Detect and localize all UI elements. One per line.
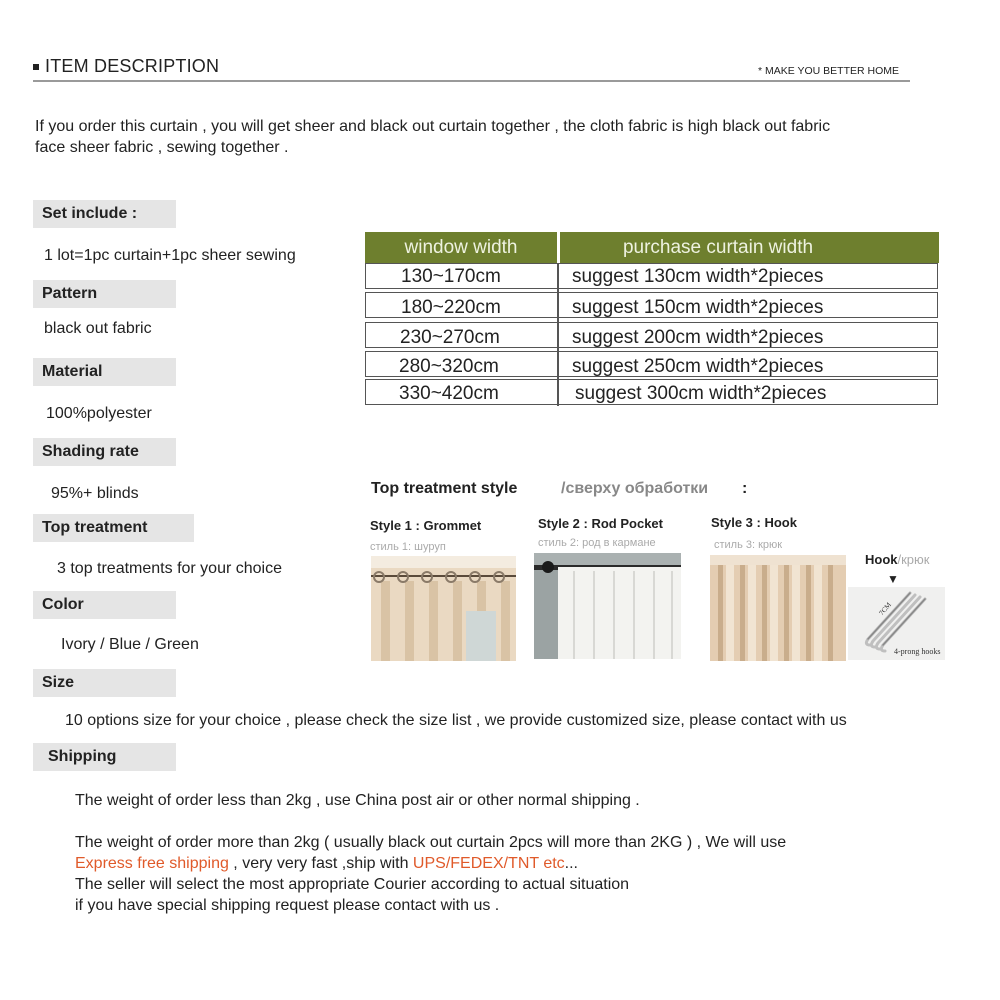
arrow-down-icon: ▼ [887,572,899,586]
cell-window-width: 130~170cm [401,266,501,287]
value-top-treatment: 3 top treatments for your choice [57,560,282,577]
value-set-include: 1 lot=1pc curtain+1pc sheer sewing [44,247,296,264]
value-pattern: black out fabric [44,320,152,337]
label-material: Material [33,358,176,386]
hook-label-ru: /крюк [897,552,930,567]
label-color: Color [33,591,176,619]
hook-dimension: 7CM [877,600,893,618]
label-shipping: Shipping [33,743,176,771]
label-top-treatment: Top treatment [33,514,194,542]
shipping-paragraph-2 [75,832,786,916]
intro-text [35,116,935,158]
value-size: 10 options size for your choice , please check the size list , we provide customized size, please contact with us [65,712,847,729]
header-purchase-width: purchase curtain width [622,237,814,258]
cell-curtain-width: suggest 250cm width*2pieces [572,356,824,377]
hook-caption: 4-prong hooks [894,647,941,656]
hook-label [865,552,929,567]
style-1-name-ru: стиль 1: шуруп [370,541,446,553]
label-shading-rate: Shading rate [33,438,176,466]
express-shipping-highlight: Express free shipping [75,855,229,872]
hook-label-en: Hook [865,552,898,567]
value-color: Ivory / Blue / Green [61,636,199,653]
shipping-line-2 [75,853,786,874]
shipping-line-1: The weight of order more than 2kg ( usually black out curtain 2pcs will more than 2KG ) , We will use [75,834,787,851]
header-divider [33,80,910,82]
treatment-colon: : [742,480,748,497]
style-3-name: Style 3 : Hook [711,515,797,530]
cell-window-width: 180~220cm [401,297,501,318]
value-material: 100%polyester [46,405,152,422]
shipping-line-3: The seller will select the most appropriate Courier according to actual situation [75,876,630,893]
shipping-ellipsis: ... [564,855,578,872]
style-1-name: Style 1 : Grommet [370,518,482,533]
style-3-name-ru: стиль 3: крюк [714,539,783,551]
treatment-title: Top treatment style [371,480,518,497]
value-shading-rate: 95%+ blinds [51,485,139,502]
label-set-include: Set include : [33,200,176,228]
treatment-title-ru: /сверху обработки [561,480,709,497]
cell-curtain-width: suggest 200cm width*2pieces [572,327,824,348]
label-pattern: Pattern [33,280,176,308]
cell-curtain-width: suggest 150cm width*2pieces [572,297,824,318]
tagline: * MAKE YOU BETTER HOME [758,65,899,77]
rod-pocket-curtain-image [534,553,681,659]
title-bullet [33,64,39,70]
hook-detail-image [848,587,945,660]
intro-line-1: If you order this curtain , you will get sheer and black out curtain together , the cloth fabric is high black out fabric [35,118,831,135]
page-title: ITEM DESCRIPTION [45,56,220,76]
cell-curtain-width: suggest 300cm width*2pieces [575,383,827,404]
cell-window-width: 330~420cm [399,383,499,404]
header-window-width: window width [404,237,518,258]
cell-window-width: 280~320cm [399,356,499,377]
hook-curtain-image [710,555,846,661]
intro-line-2: face sheer fabric , sewing together . [35,139,289,156]
shipping-mid-text: , very very fast ,ship with [228,855,413,872]
couriers-highlight: UPS/FEDEX/TNT etc [412,855,565,872]
cell-window-width: 230~270cm [400,327,500,348]
shipping-line-4: if you have special shipping request please contact with us . [75,897,500,914]
shipping-paragraph-1: The weight of order less than 2kg , use China post air or other normal shipping . [75,792,640,809]
grommet-curtain-image [371,556,516,661]
style-2-name: Style 2 : Rod Pocket [538,516,663,531]
cell-curtain-width: suggest 130cm width*2pieces [572,266,824,287]
column-separator [557,263,559,406]
style-2-name-ru: стиль 2: род в кармане [538,537,656,549]
label-size: Size [33,669,176,697]
